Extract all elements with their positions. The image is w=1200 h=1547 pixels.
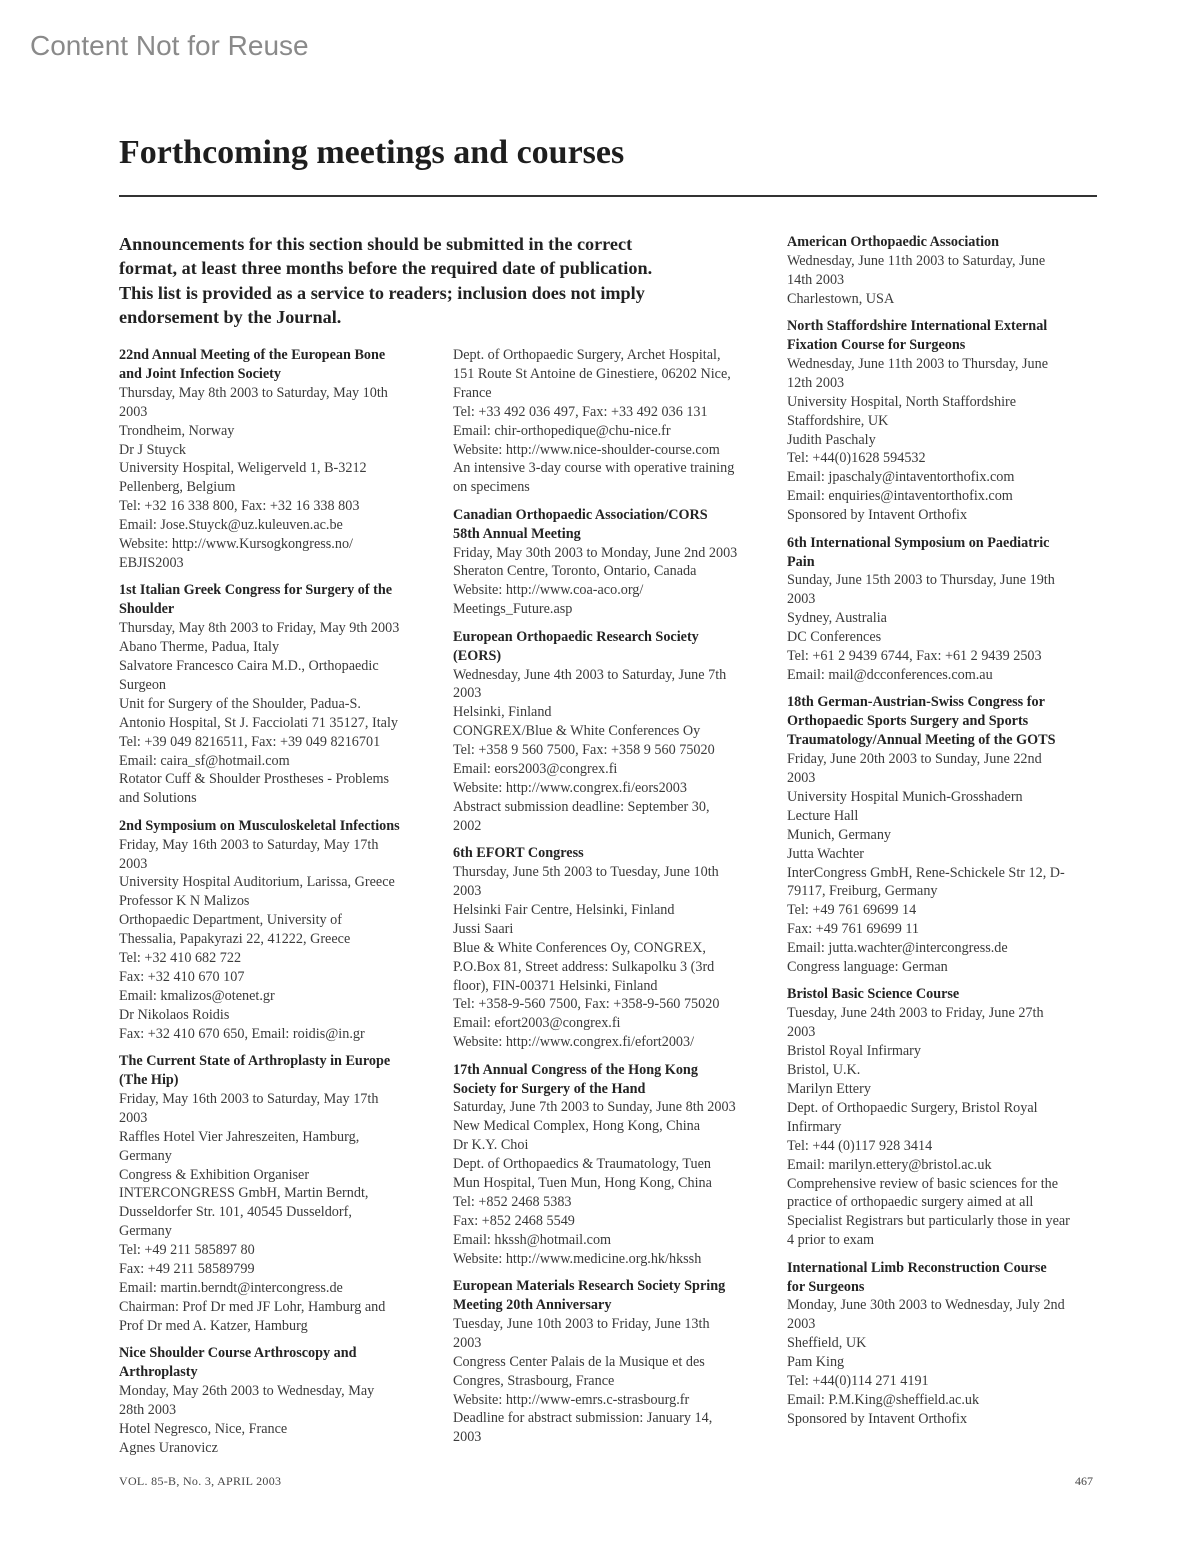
meeting-detail: Prof Dr med A. Katzer, Hamburg <box>119 1317 308 1334</box>
meeting-detail: Email: efort2003@congrex.fi <box>453 1015 621 1032</box>
meeting-detail: CONGREX/Blue & White Conferences Oy <box>453 723 701 740</box>
meeting-detail: 2003 <box>119 1109 148 1126</box>
meeting-entry <box>119 346 449 573</box>
meeting-detail: Sheraton Centre, Toronto, Ontario, Canada <box>453 563 697 580</box>
meeting-detail: Congress language: German <box>787 959 948 976</box>
meeting-detail: Dr Nikolaos Roidis <box>119 1006 230 1023</box>
meeting-detail: Fax: +49 211 58589799 <box>119 1261 255 1278</box>
meeting-title: 6th International Symposium on Paediatric <box>787 534 1050 551</box>
meeting-title: The Current State of Arthroplasty in Europe <box>119 1053 391 1070</box>
meeting-detail: Specialist Registrars but particularly those in year <box>787 1213 1070 1230</box>
meeting-detail: Sponsored by Intavent Orthofix <box>787 1410 968 1427</box>
meeting-detail: 2003 <box>119 855 148 872</box>
meeting-detail: Thursday, May 8th 2003 to Friday, May 9th 2003 <box>119 620 400 637</box>
meeting-detail: Sunday, June 15th 2003 to Thursday, June 19th <box>787 572 1055 589</box>
meeting-detail: Tel: +32 410 682 722 <box>119 950 242 967</box>
meeting-detail: New Medical Complex, Hong Kong, China <box>453 1118 701 1135</box>
title-divider <box>119 195 1097 197</box>
meeting-detail: 12th 2003 <box>787 374 845 391</box>
meeting-detail: 2003 <box>119 403 148 420</box>
meeting-detail: Meetings_Future.asp <box>453 601 573 618</box>
meeting-detail: Staffordshire, UK <box>787 412 889 429</box>
meeting-detail: Trondheim, Norway <box>119 422 235 439</box>
meeting-title: Pain <box>787 553 815 570</box>
meeting-detail: Tel: +49 761 69699 14 <box>787 902 917 919</box>
meeting-detail: Dept. of Orthopaedics & Traumatology, Tuen <box>453 1156 711 1173</box>
meeting-detail: 2003 <box>453 1429 482 1446</box>
meeting-detail: 2002 <box>453 817 482 834</box>
meeting-detail: An intensive 3-day course with operative training <box>453 460 735 477</box>
meeting-detail: Bristol Royal Infirmary <box>787 1043 921 1060</box>
meeting-detail: Tel: +358-9-560 7500, Fax: +358-9-560 75020 <box>453 996 720 1013</box>
meeting-detail: practice of orthopaedic surgery aimed at all <box>787 1194 1034 1211</box>
intro-line: endorsement by the Journal. <box>119 306 342 327</box>
meeting-title: Bristol Basic Science Course <box>787 986 960 1003</box>
meeting-detail: University Hospital, Weligerveld 1, B-3212 <box>119 460 367 477</box>
meeting-entry <box>787 1259 1117 1429</box>
intro-line: format, at least three months before the required date of publication. <box>119 258 653 279</box>
meeting-detail: Tel: +33 492 036 497, Fax: +33 492 036 131 <box>453 403 708 420</box>
meeting-detail: Mun Hospital, Tuen Mun, Hong Kong, China <box>453 1175 712 1192</box>
meeting-detail: Tuesday, June 10th 2003 to Friday, June 13th <box>453 1315 710 1332</box>
meeting-detail: Email: martin.berndt@intercongress.de <box>119 1280 343 1296</box>
meeting-detail: Saturday, June 7th 2003 to Sunday, June 8th 2003 <box>453 1099 736 1116</box>
meeting-detail: Blue & White Conferences Oy, CONGREX, <box>453 939 706 956</box>
meeting-title: (EORS) <box>453 647 502 664</box>
meeting-title: (The Hip) <box>119 1072 179 1089</box>
meeting-detail: Germany <box>119 1223 172 1240</box>
meeting-detail: Fax: +32 410 670 650, Email: roidis@in.gr <box>119 1025 365 1042</box>
meeting-detail: Monday, May 26th 2003 to Wednesday, May <box>119 1383 375 1400</box>
meeting-detail: Dr J Stuyck <box>119 441 186 458</box>
meeting-title: 1st Italian Greek Congress for Surgery of the <box>119 582 393 599</box>
meeting-detail: Orthopaedic Department, University of <box>119 912 342 929</box>
meeting-detail: 4 prior to exam <box>787 1232 875 1249</box>
meeting-detail: Email: chir-orthopedique@chu-nice.fr <box>453 422 671 439</box>
meeting-detail: Munich, Germany <box>787 826 892 843</box>
meeting-detail: Website: http://www.congrex.fi/efort2003/ <box>453 1034 695 1051</box>
meeting-detail: Tel: +61 2 9439 6744, Fax: +61 2 9439 2503 <box>787 648 1042 665</box>
column-3 <box>787 233 1117 1437</box>
meeting-detail: Jutta Wachter <box>787 845 864 862</box>
intro-notice <box>119 232 719 329</box>
meeting-entry <box>453 1277 783 1447</box>
meeting-entry <box>453 506 783 619</box>
meeting-detail: Tel: +852 2468 5383 <box>453 1193 572 1210</box>
meeting-detail: EBJIS2003 <box>119 554 184 571</box>
meeting-detail: Friday, June 20th 2003 to Sunday, June 22nd <box>787 751 1042 768</box>
meeting-detail: Email: caira_sf@hotmail.com <box>119 752 290 769</box>
meeting-title: 2nd Symposium on Musculoskeletal Infections <box>119 817 400 834</box>
column-2 <box>453 346 783 1456</box>
meeting-detail: Email: eors2003@congrex.fi <box>453 761 618 778</box>
meeting-detail: 79117, Freiburg, Germany <box>787 883 938 900</box>
meeting-title: Traumatology/Annual Meeting of the GOTS <box>787 732 1056 749</box>
meeting-detail: Email: mail@dcconferences.com.au <box>787 666 993 683</box>
meeting-detail: Website: http://www.nice-shoulder-course.com <box>453 441 720 458</box>
meeting-detail: Bristol, U.K. <box>787 1062 861 1079</box>
meeting-detail: Friday, May 16th 2003 to Saturday, May 17th <box>119 836 379 853</box>
meeting-detail: Congress & Exhibition Organiser <box>119 1166 310 1183</box>
meeting-detail: University Hospital Auditorium, Larissa, Greece <box>119 874 395 891</box>
meeting-detail: Wednesday, June 11th 2003 to Thursday, June <box>787 355 1049 372</box>
meeting-title: Arthroplasty <box>119 1364 198 1381</box>
meeting-detail: Email: marilyn.ettery@bristol.ac.uk <box>787 1156 992 1173</box>
watermark: Content Not for Reuse <box>30 30 309 61</box>
meeting-detail: 2003 <box>787 769 816 786</box>
meeting-detail: Dr K.Y. Choi <box>453 1137 529 1154</box>
meeting-entry <box>119 817 449 1044</box>
meeting-detail: 2003 <box>787 1024 816 1041</box>
meeting-detail: Email: jpaschaly@intaventorthofix.com <box>787 469 1015 486</box>
meeting-detail: 14th 2003 <box>787 271 845 288</box>
meeting-detail: and Solutions <box>119 790 197 807</box>
meeting-detail: Sheffield, UK <box>787 1335 867 1352</box>
meeting-detail: Thursday, May 8th 2003 to Saturday, May 10th <box>119 384 388 401</box>
meeting-detail: floor), FIN-00371 Helsinki, Finland <box>453 977 658 994</box>
meeting-detail: Email: kmalizos@otenet.gr <box>119 987 275 1004</box>
meeting-entry <box>787 534 1117 685</box>
meeting-detail: Thessalia, Papakyrazi 22, 41222, Greece <box>119 931 351 948</box>
meeting-detail: Wednesday, June 4th 2003 to Saturday, June 7th <box>453 666 727 683</box>
meeting-detail: University Hospital Munich-Grosshadern <box>787 788 1023 805</box>
meeting-detail: Email: hkssh@hotmail.com <box>453 1231 612 1248</box>
column-1 <box>119 346 449 1466</box>
meeting-title: Orthopaedic Sports Surgery and Sports <box>787 713 1029 730</box>
meeting-entry <box>119 1344 449 1457</box>
meeting-detail: Professor K N Malizos <box>119 893 250 910</box>
meeting-detail: Tel: +39 049 8216511, Fax: +39 049 8216701 <box>119 733 381 750</box>
meeting-detail: Fax: +852 2468 5549 <box>453 1212 575 1229</box>
meeting-detail: Email: jutta.wachter@intercongress.de <box>787 940 1008 957</box>
meeting-entry <box>787 693 1117 977</box>
meeting-detail: Pellenberg, Belgium <box>119 479 236 496</box>
meeting-detail: Fax: +49 761 69699 11 <box>787 921 920 938</box>
meeting-detail: Raffles Hotel Vier Jahreszeiten, Hamburg, <box>119 1128 360 1145</box>
meeting-detail: 2003 <box>453 882 482 899</box>
meeting-title: International Limb Reconstruction Course <box>787 1259 1047 1276</box>
meeting-detail: Helsinki Fair Centre, Helsinki, Finland <box>453 901 675 918</box>
meeting-detail: France <box>453 384 492 401</box>
meeting-detail: Deadline for abstract submission: January 14, <box>453 1410 713 1427</box>
page-title: Forthcoming meetings and courses <box>119 134 625 171</box>
meeting-detail: Hotel Negresco, Nice, France <box>119 1420 288 1437</box>
meeting-entry <box>453 628 783 836</box>
meeting-title: Fixation Course for Surgeons <box>787 337 966 354</box>
meeting-detail: Rotator Cuff & Shoulder Prostheses - Problems <box>119 771 390 788</box>
meeting-detail: on specimens <box>453 479 530 496</box>
meeting-detail: Email: P.M.King@sheffield.ac.uk <box>787 1391 980 1408</box>
meeting-entry <box>453 346 783 497</box>
meeting-detail: University Hospital, North Staffordshire <box>787 393 1017 410</box>
meeting-detail: Sydney, Australia <box>787 610 887 627</box>
meeting-detail: Salvatore Francesco Caira M.D., Orthopaedic <box>119 658 379 674</box>
meeting-detail: Friday, May 16th 2003 to Saturday, May 17th <box>119 1090 379 1107</box>
meeting-title: 17th Annual Congress of the Hong Kong <box>453 1061 698 1078</box>
meeting-title: 6th EFORT Congress <box>453 845 584 862</box>
meeting-detail: Tel: +32 16 338 800, Fax: +32 16 338 803 <box>119 498 360 515</box>
journal-issue: VOL. 85-B, No. 3, APRIL 2003 <box>119 1474 282 1488</box>
meeting-detail: Unit for Surgery of the Shoulder, Padua-S. <box>119 695 361 712</box>
meeting-detail: Chairman: Prof Dr med JF Lohr, Hamburg and <box>119 1298 386 1315</box>
meeting-detail: Tel: +358 9 560 7500, Fax: +358 9 560 75020 <box>453 742 715 759</box>
meeting-title: Shoulder <box>119 601 175 618</box>
meeting-detail: Website: http://www.coa-aco.org/ <box>453 582 644 599</box>
meeting-detail: Congres, Strasbourg, France <box>453 1372 615 1389</box>
meeting-detail: 151 Route St Antoine de Ginestiere, 06202 Nice, <box>453 365 731 382</box>
meeting-detail: Tel: +44(0)1628 594532 <box>787 450 926 467</box>
meeting-detail: Abano Therme, Padua, Italy <box>119 639 280 656</box>
meeting-title: North Staffordshire International External <box>787 318 1048 335</box>
intro-line: This list is provided as a service to readers; inclusion does not imply <box>119 282 645 303</box>
meeting-detail: Comprehensive review of basic sciences for the <box>787 1175 1059 1192</box>
meeting-detail: Monday, June 30th 2003 to Wednesday, July 2nd <box>787 1297 1065 1314</box>
meeting-title: 18th German-Austrian-Swiss Congress for <box>787 694 1045 711</box>
meeting-detail: 2003 <box>787 591 816 608</box>
meeting-detail: Fax: +32 410 670 107 <box>119 969 245 985</box>
meeting-detail: InterCongress GmbH, Rene-Schickele Str 12, D- <box>787 864 1065 881</box>
meeting-detail: Dept. of Orthopaedic Surgery, Archet Hospital, <box>453 347 721 363</box>
meeting-detail: INTERCONGRESS GmbH, Martin Berndt, <box>119 1185 369 1202</box>
meeting-title: European Materials Research Society Spring <box>453 1278 726 1295</box>
meeting-detail: Website: http://www.medicine.org.hk/hkssh <box>453 1250 702 1267</box>
meeting-detail: Helsinki, Finland <box>453 704 552 721</box>
meeting-detail: Email: Jose.Stuyck@uz.kuleuven.ac.be <box>119 517 343 534</box>
page-number: 467 <box>1075 1474 1093 1488</box>
meeting-detail: Agnes Uranovicz <box>119 1439 218 1456</box>
meeting-detail: Dusseldorfer Str. 101, 40545 Dusseldorf, <box>119 1204 352 1221</box>
meeting-detail: Jussi Saari <box>453 920 514 937</box>
meeting-detail: Congress Center Palais de la Musique et des <box>453 1353 705 1370</box>
meeting-entry <box>453 844 783 1052</box>
meeting-title: 22nd Annual Meeting of the European Bone <box>119 347 386 363</box>
meeting-detail: Tuesday, June 24th 2003 to Friday, June 27th <box>787 1005 1044 1022</box>
meeting-detail: Sponsored by Intavent Orthofix <box>787 507 968 524</box>
meeting-entry <box>787 233 1117 309</box>
meeting-detail: Germany <box>119 1147 172 1164</box>
meeting-detail: Website: http://www-emrs.c-strasbourg.fr <box>453 1391 690 1408</box>
meeting-detail: 2003 <box>787 1316 816 1333</box>
meeting-detail: Website: http://www.Kursogkongress.no/ <box>119 536 353 553</box>
meeting-detail: P.O.Box 81, Street address: Sulkapolku 3 (3rd <box>453 958 715 975</box>
meeting-detail: Judith Paschaly <box>787 431 876 448</box>
meeting-title: Meeting 20th Anniversary <box>453 1297 612 1313</box>
meeting-title: European Orthopaedic Research Society <box>453 628 699 645</box>
meeting-detail: Surgeon <box>119 676 167 693</box>
meeting-detail: Friday, May 30th 2003 to Monday, June 2nd 2003 <box>453 544 738 561</box>
meeting-entry <box>787 985 1117 1250</box>
meeting-detail: 28th 2003 <box>119 1401 177 1418</box>
intro-line: Announcements for this section should be submitted in the correct <box>119 234 633 254</box>
meeting-title: Nice Shoulder Course Arthroscopy and <box>119 1345 357 1362</box>
meeting-detail: Infirmary <box>787 1118 842 1135</box>
meeting-detail: Tel: +44 (0)117 928 3414 <box>787 1137 933 1154</box>
meeting-detail: Marilyn Ettery <box>787 1080 871 1097</box>
meeting-detail: Email: enquiries@intaventorthofix.com <box>787 488 1013 505</box>
meeting-entry <box>453 1061 783 1269</box>
meeting-title: Society for Surgery of the Hand <box>453 1080 646 1097</box>
meeting-detail: Charlestown, USA <box>787 290 895 307</box>
meeting-entry <box>787 317 1117 525</box>
meeting-title: for Surgeons <box>787 1278 865 1295</box>
meeting-detail: Tel: +49 211 585897 80 <box>119 1242 255 1259</box>
meeting-detail: Thursday, June 5th 2003 to Tuesday, June 10th <box>453 864 719 881</box>
meeting-detail: Website: http://www.congrex.fi/eors2003 <box>453 779 687 796</box>
meeting-title: Canadian Orthopaedic Association/CORS <box>453 506 708 523</box>
meeting-entry <box>119 1052 449 1336</box>
meeting-detail: Antonio Hospital, St J. Facciolati 71 35127, Italy <box>119 714 398 731</box>
meeting-detail: Lecture Hall <box>787 807 859 824</box>
meeting-entry <box>119 581 449 808</box>
meeting-detail: 2003 <box>453 1334 482 1351</box>
meeting-detail: 2003 <box>453 685 482 702</box>
meeting-detail: Abstract submission deadline: September 30, <box>453 798 710 815</box>
meeting-title: 58th Annual Meeting <box>453 525 581 542</box>
meeting-detail: Wednesday, June 11th 2003 to Saturday, June <box>787 252 1046 269</box>
meeting-detail: Dept. of Orthopaedic Surgery, Bristol Royal <box>787 1099 1038 1116</box>
meeting-detail: DC Conferences <box>787 629 882 646</box>
meeting-detail: Tel: +44(0)114 271 4191 <box>787 1373 929 1390</box>
meeting-detail: Pam King <box>787 1354 845 1371</box>
meeting-title: and Joint Infection Society <box>119 365 281 382</box>
meeting-title: American Orthopaedic Association <box>787 234 1000 250</box>
